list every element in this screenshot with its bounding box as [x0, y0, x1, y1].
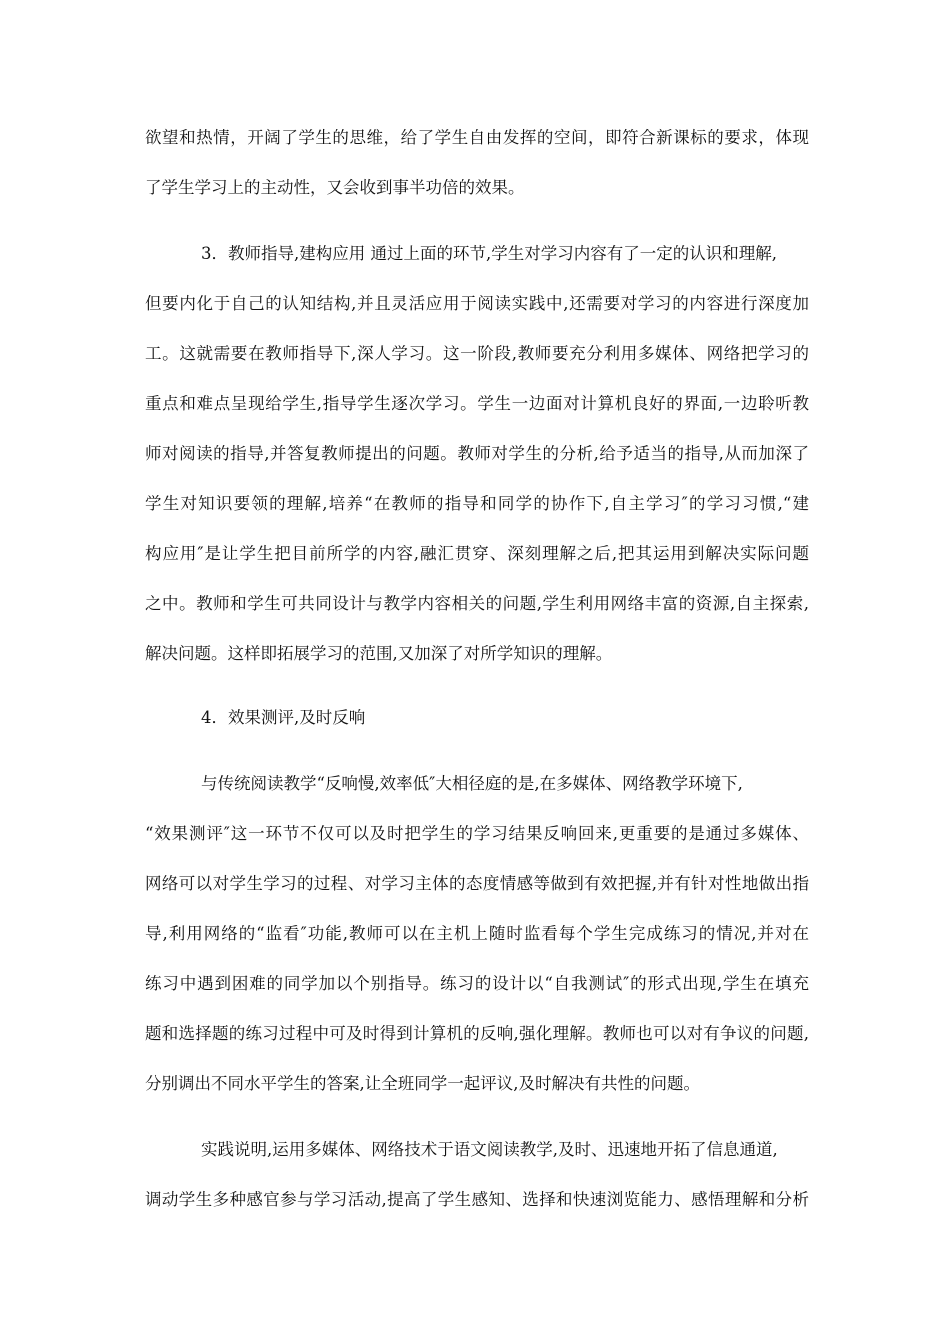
text-line: 调动学生多种感官参与学习活动,提高了学生感知、选择和快速浏览能力、感悟理解和分析 [145, 1190, 809, 1209]
text-line: 之中。教师和学生可共同设计与教学内容相关的问题,学生利用网络丰富的资源,自主探索, [145, 594, 809, 613]
section-4-heading-line: 4．效果测评,及时反响 [201, 708, 366, 727]
text-line: 与传统阅读教学“反响慢,效率低″大相径庭的是,在多媒体、网络教学环境下, [201, 774, 743, 793]
text-line: 了学生学习上的主动性，又会收到事半功倍的效果。 [145, 178, 525, 197]
text-line: 但要内化于自己的认知结构,并且灵活应用于阅读实践中,还需要对学习的内容进行深度加 [145, 294, 809, 313]
text-line: 学生对知识要领的理解,培养“在教师的指导和同学的协作下,自主学习″的学习习惯,“建 [145, 494, 809, 513]
text-line: 实践说明,运用多媒体、网络技术于语文阅读教学,及时、迅速地开拓了信息通道, [201, 1140, 778, 1159]
text-line: 欲望和热情，开阔了学生的思维，给了学生自由发挥的空间，即符合新课标的要求，体现 [145, 128, 809, 147]
text-line: 构应用″是让学生把目前所学的内容,融汇贯穿、深刻理解之后,把其运用到解决实际问题 [145, 544, 809, 563]
text-line: 题和选择题的练习过程中可及时得到计算机的反响,强化理解。教师也可以对有争议的问题, [145, 1024, 809, 1043]
text-line: 重点和难点呈现给学生,指导学生逐次学习。学生一边面对计算机良好的界面,一边聆听教 [145, 394, 809, 413]
text-line: 分别调出不同水平学生的答案,让全班同学一起评议,及时解决有共性的问题。 [145, 1074, 700, 1093]
text-line: 工。这就需要在教师指导下,深人学习。这一阶段,教师要充分利用多媒体、网络把学习的 [145, 344, 809, 363]
text-line: 导,利用网络的“监看″功能,教师可以在主机上随时监看每个学生完成练习的情况,并对在 [145, 924, 809, 943]
text-line: 解决问题。这样即拓展学习的范围,又加深了对所学知识的理解。 [145, 644, 613, 663]
text-line: 师对阅读的指导,并答复教师提出的问题。教师对学生的分析,给予适当的指导,从而加深了 [145, 444, 809, 463]
text-line: 练习中遇到困难的同学加以个别指导。练习的设计以“自我测试″的形式出现,学生在填充 [145, 974, 809, 993]
text-line: 网络可以对学生学习的过程、对学习主体的态度情感等做到有效把握,并有针对性地做出指 [145, 874, 809, 893]
text-line: “效果测评″这一环节不仅可以及时把学生的学习结果反响回来,更重要的是通过多媒体、 [145, 824, 809, 843]
section-3-heading-line: 3．教师指导,建构应用 通过上面的环节,学生对学习内容有了一定的认识和理解, [201, 244, 777, 263]
